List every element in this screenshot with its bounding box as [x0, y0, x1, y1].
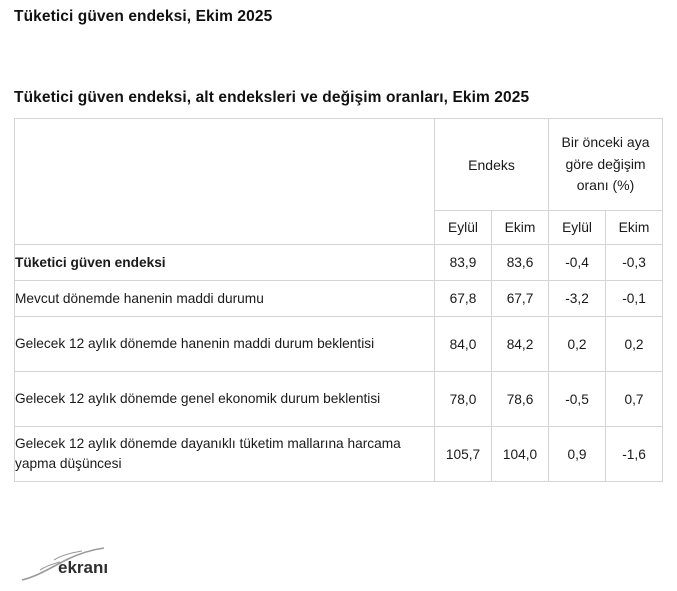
cell-change-october: -0,1	[606, 281, 663, 317]
cell-index-october: 84,2	[492, 317, 549, 372]
cell-index-september: 67,8	[435, 281, 492, 317]
watermark-label: ekranı	[58, 558, 109, 577]
consumer-confidence-table	[14, 118, 663, 482]
header-change-group: Bir önceki aya göre değişim oranı (%)	[549, 119, 663, 211]
cell-index-september: 78,0	[435, 372, 492, 427]
row-label: Tüketici güven endeksi	[15, 245, 435, 281]
cell-change-october: 0,2	[606, 317, 663, 372]
header-change-september: Eylül	[549, 211, 606, 245]
cell-index-october: 67,7	[492, 281, 549, 317]
table-row	[15, 372, 663, 427]
cell-index-october: 78,6	[492, 372, 549, 427]
table-row	[15, 281, 663, 317]
table-header-row-groups	[15, 119, 663, 211]
cell-index-october: 83,6	[492, 245, 549, 281]
table-row	[15, 245, 663, 281]
cell-change-october: -0,3	[606, 245, 663, 281]
cell-change-october: 0,7	[606, 372, 663, 427]
watermark	[20, 546, 220, 586]
table-row	[15, 317, 663, 372]
table-container	[14, 118, 662, 482]
cell-change-september: -0,4	[549, 245, 606, 281]
cell-change-september: -0,5	[549, 372, 606, 427]
page-title: Tüketici güven endeksi, Ekim 2025	[14, 8, 273, 25]
header-blank-cell	[15, 119, 435, 245]
cell-change-september: -3,2	[549, 281, 606, 317]
table-title: Tüketici güven endeksi, alt endeksleri ve değişim oranları, Ekim 2025	[14, 89, 530, 106]
cell-index-september: 83,9	[435, 245, 492, 281]
watermark-squiggle-icon	[20, 546, 160, 586]
header-index-september: Eylül	[435, 211, 492, 245]
cell-change-october: -1,6	[606, 427, 663, 482]
cell-index-september: 105,7	[435, 427, 492, 482]
row-label: Mevcut dönemde hanenin maddi durumu	[15, 281, 435, 317]
header-index-october: Ekim	[492, 211, 549, 245]
cell-index-september: 84,0	[435, 317, 492, 372]
table-row	[15, 427, 663, 482]
cell-index-october: 104,0	[492, 427, 549, 482]
header-change-october: Ekim	[606, 211, 663, 245]
cell-change-september: 0,2	[549, 317, 606, 372]
row-label: Gelecek 12 aylık dönemde dayanıklı tüketim mallarına harcama yapma düşüncesi	[15, 427, 435, 482]
header-index-group: Endeks	[435, 119, 549, 211]
cell-change-september: 0,9	[549, 427, 606, 482]
row-label: Gelecek 12 aylık dönemde genel ekonomik durum beklentisi	[15, 372, 435, 427]
row-label: Gelecek 12 aylık dönemde hanenin maddi durum beklentisi	[15, 317, 435, 372]
